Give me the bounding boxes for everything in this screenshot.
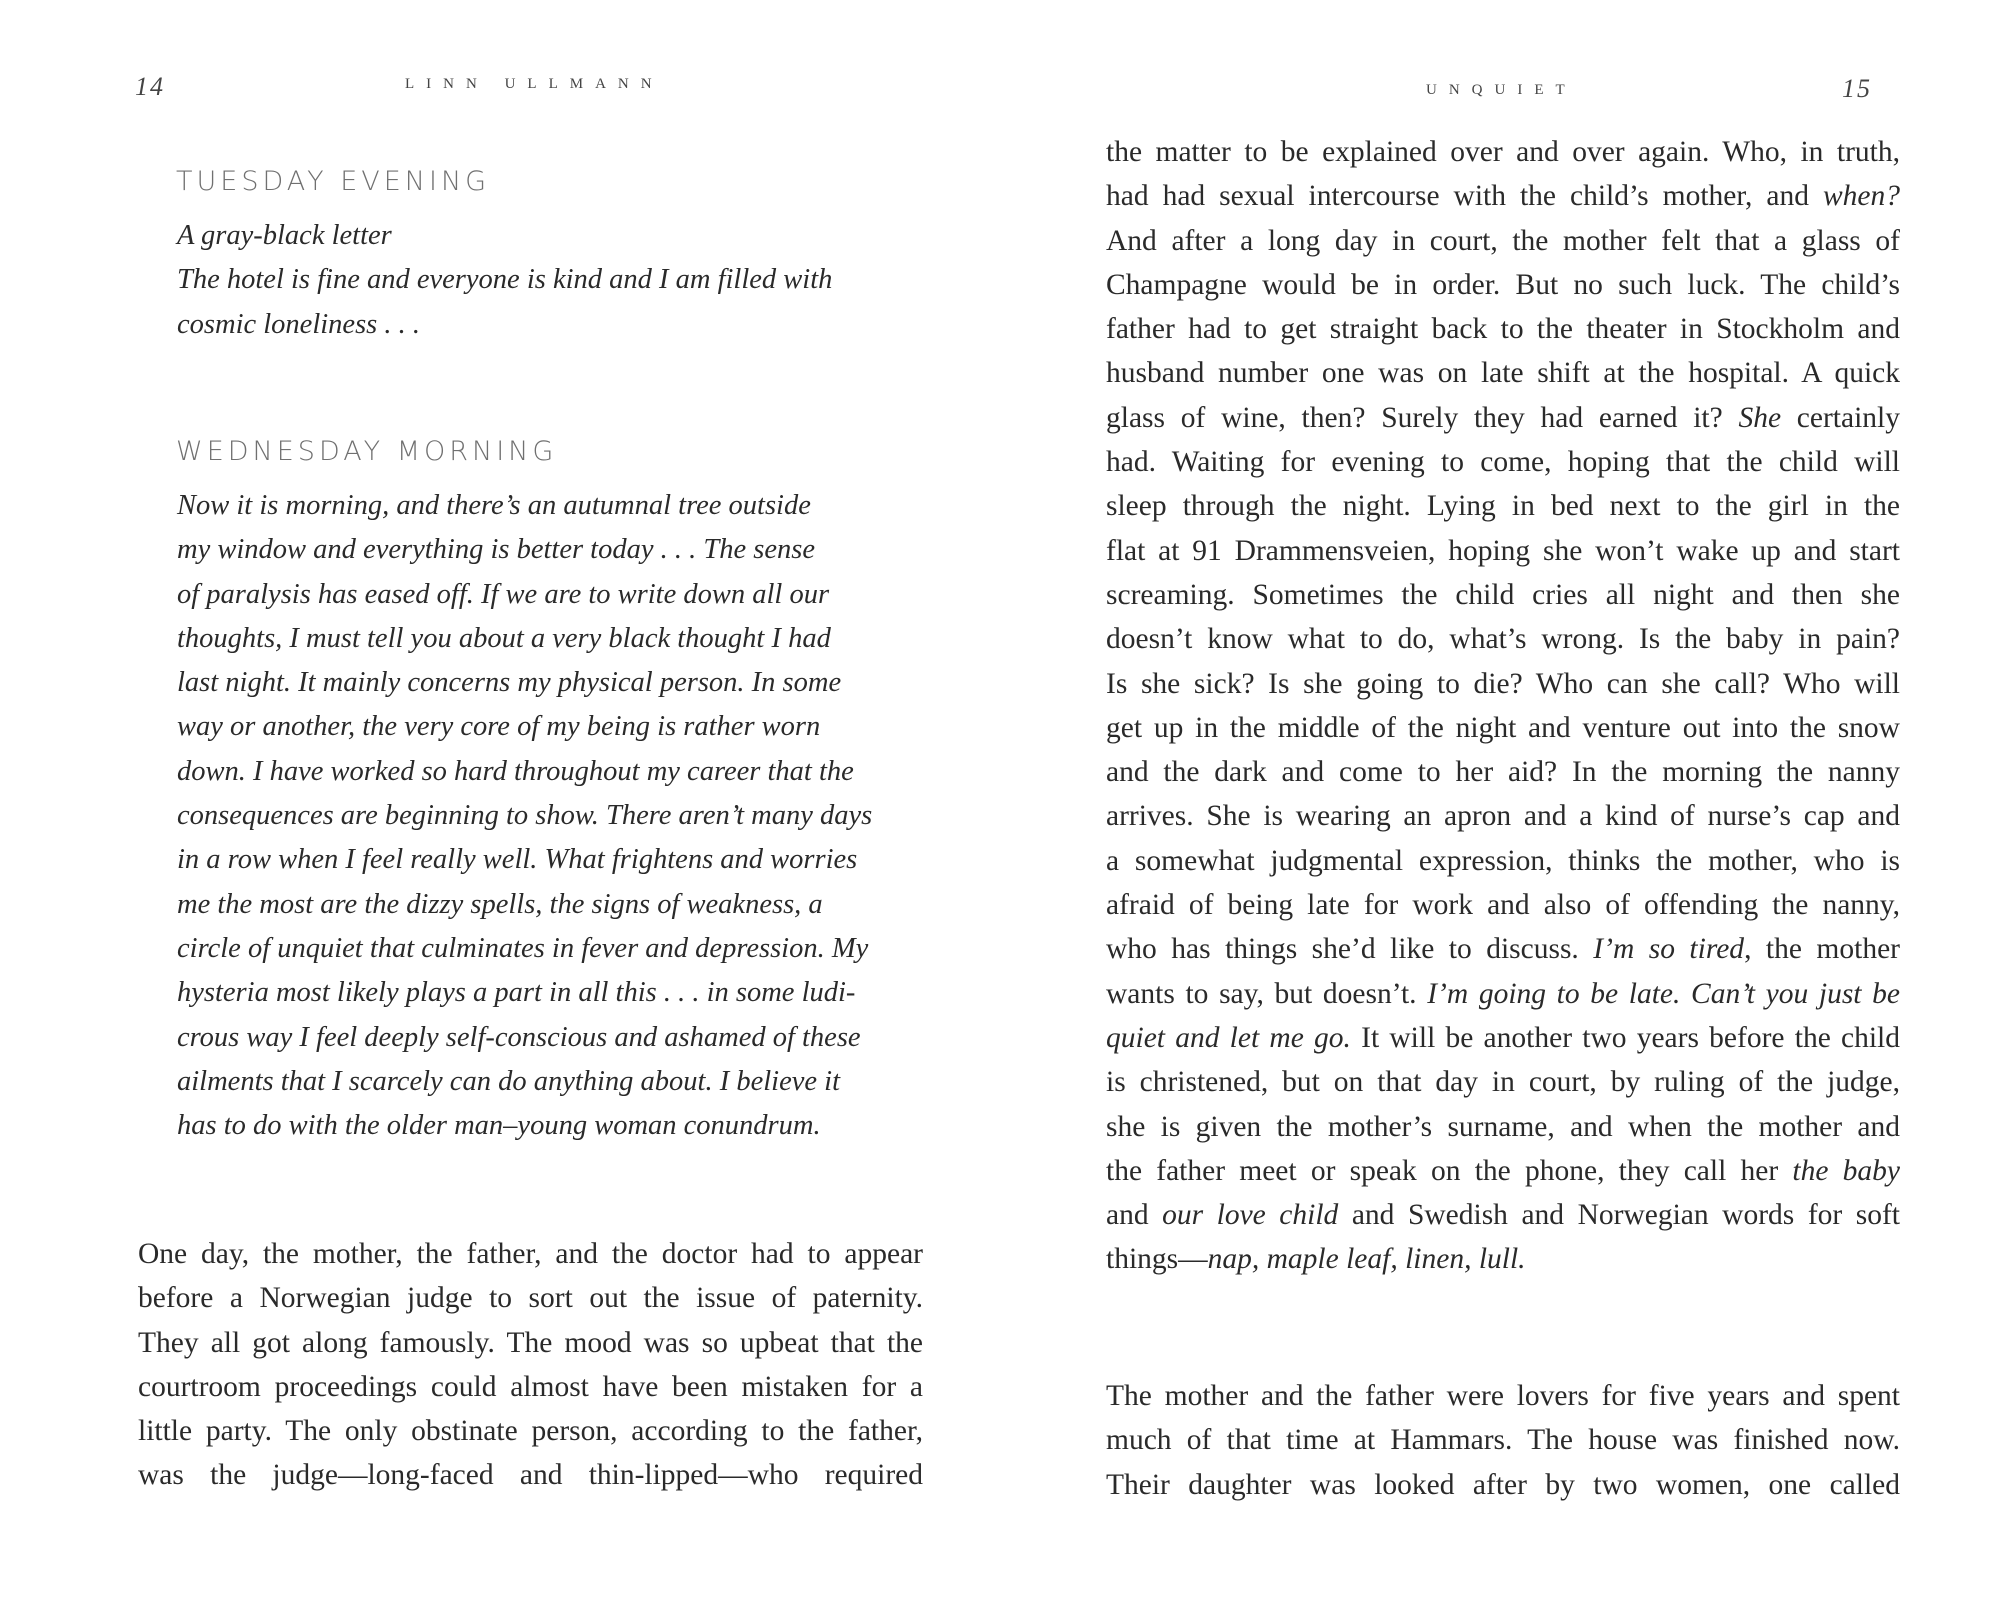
- text-line: a somewhat judgmental expression, thinks the mother, who is: [1106, 844, 1900, 877]
- page-number-right: 15: [1842, 74, 1872, 103]
- text-line: has to do with the older man–young woman conundrum.: [177, 1110, 821, 1142]
- text-line: They all got along famously. The mood was so upbeat that the: [138, 1326, 923, 1359]
- text-line: and the dark and come to her aid? In the morning the nanny: [1106, 756, 1900, 789]
- text-line: little party. The only obstinate person, according to the father,: [138, 1415, 923, 1448]
- italic-emphasis: I’m so tired: [1593, 933, 1745, 966]
- text-line: ailments that I scarcely can do anything about. I believe it: [177, 1065, 840, 1097]
- text-line: and our love child and Swedish and Norwegian words for soft: [1106, 1199, 1900, 1232]
- letter-excerpt-wednesday: [177, 484, 872, 1148]
- text-line: much of that time at Hammars. The house was finished now.: [1106, 1424, 1900, 1457]
- italic-emphasis: quiet and let me go.: [1106, 1021, 1351, 1054]
- text-line: of paralysis has eased off. If we are to write down all our: [177, 578, 830, 610]
- page-number-left: 14: [135, 72, 165, 101]
- text-line: circle of unquiet that culminates in fever and depression. My: [177, 932, 869, 964]
- heading-tuesday-evening: TUESDAY EVENING: [176, 166, 491, 197]
- running-head-author: LINN ULLMANN: [405, 76, 664, 92]
- text-line: before a Norwegian judge to sort out the issue of paternity.: [138, 1282, 923, 1315]
- text-line: who has things she’d like to discuss. I’m so tired, the mother: [1106, 933, 1900, 966]
- text-line: wants to say, but doesn’t. I’m going to be late. Can’t you just be: [1106, 977, 1900, 1010]
- italic-emphasis: nap, maple leaf, linen, lull.: [1207, 1243, 1526, 1276]
- text-line: courtroom proceedings could almost have been mistaken for a: [138, 1370, 923, 1403]
- text-line: get up in the middle of the night and venture out into the snow: [1106, 711, 1900, 744]
- text-line: she is given the mother’s surname, and when the mother and: [1106, 1110, 1900, 1143]
- text-line: father had to get straight back to the theater in Stockholm and: [1106, 313, 1900, 346]
- text-line: me the most are the dizzy spells, the signs of weakness, a: [177, 888, 823, 920]
- text-line: sleep through the night. Lying in bed next to the girl in the: [1106, 490, 1900, 523]
- text-line: Their daughter was looked after by two women, one called: [1106, 1468, 1900, 1501]
- text-line: A gray-black letter: [177, 220, 392, 251]
- text-line: things—nap, maple leaf, linen, lull.: [1106, 1243, 1526, 1276]
- italic-emphasis: the baby: [1792, 1154, 1900, 1187]
- text-line: doesn’t know what to do, what’s wrong. Is the baby in pain?: [1106, 623, 1900, 656]
- body-paragraph-1: [1106, 130, 1900, 1282]
- text-line: was the judge—long-faced and thin-lipped—who required: [138, 1459, 923, 1492]
- text-line: The hotel is fine and everyone is kind and I am filled with: [177, 264, 833, 296]
- text-line: One day, the mother, the father, and the doctor had to appear: [138, 1238, 923, 1270]
- text-line: Champagne would be in order. But no such luck. The child’s: [1106, 268, 1900, 301]
- text-line: glass of wine, then? Surely they had earned it? She certainly: [1106, 401, 1900, 434]
- text-line: my window and everything is better today . . . The sense: [177, 534, 815, 566]
- text-line: consequences are beginning to show. There aren’t many days: [177, 800, 873, 832]
- text-line: husband number one was on late shift at the hospital. A quick: [1106, 357, 1900, 390]
- text-line: in a row when I feel really well. What frightens and worries: [177, 844, 858, 876]
- right-page: [1000, 0, 2000, 1616]
- text-line: Is she sick? Is she going to die? Who can she call? Who will: [1106, 667, 1900, 700]
- text-line: cosmic loneliness . . .: [177, 308, 421, 340]
- text-line: last night. It mainly concerns my physical person. In some: [177, 667, 842, 699]
- text-line: hysteria most likely plays a part in all this . . . in some ludi-: [177, 977, 856, 1009]
- body-text-left: [138, 1232, 923, 1498]
- text-line: flat at 91 Drammensveien, hoping she won’t wake up and start: [1106, 534, 1900, 567]
- text-line: crous way I feel deeply self-conscious and ashamed of these: [177, 1021, 861, 1053]
- text-line: arrives. She is wearing an apron and a kind of nurse’s cap and: [1106, 800, 1900, 833]
- text-line: down. I have worked so hard throughout my career that the: [177, 755, 854, 787]
- text-line: thoughts, I must tell you about a very black thought I had: [177, 622, 831, 654]
- text-line: the matter to be explained over and over again. Who, in truth,: [1106, 136, 1900, 168]
- italic-emphasis: our love child: [1162, 1199, 1339, 1232]
- text-line: afraid of being late for work and also of offending the nanny,: [1106, 889, 1900, 922]
- text-line: And after a long day in court, the mother felt that a glass of: [1106, 224, 1900, 257]
- text-line: quiet and let me go. It will be another two years before the child: [1106, 1021, 1900, 1054]
- italic-emphasis: She: [1738, 401, 1782, 434]
- text-line: way or another, the very core of my being is rather worn: [177, 711, 821, 743]
- italic-emphasis: when?: [1822, 180, 1900, 213]
- text-line: the father meet or speak on the phone, they call her the baby: [1106, 1154, 1900, 1187]
- text-line: Now it is morning, and there’s an autumnal tree outside: [177, 490, 811, 521]
- text-line: The mother and the father were lovers for five years and spent: [1106, 1380, 1900, 1412]
- running-head-title: UNQUIET: [1426, 82, 1577, 98]
- letter-excerpt-tuesday: [177, 214, 832, 347]
- text-line: had had sexual intercourse with the child’s mother, and when?: [1106, 180, 1900, 213]
- text-line: had. Waiting for evening to come, hoping that the child will: [1106, 446, 1900, 479]
- heading-wednesday-morning: WEDNESDAY MORNING: [176, 436, 558, 467]
- body-paragraph-2: [1106, 1374, 1900, 1507]
- italic-emphasis: I’m going to be late. Can’t you just be: [1427, 977, 1900, 1010]
- text-line: is christened, but on that day in court, by ruling of the judge,: [1106, 1066, 1900, 1099]
- text-line: screaming. Sometimes the child cries all night and then she: [1106, 578, 1900, 611]
